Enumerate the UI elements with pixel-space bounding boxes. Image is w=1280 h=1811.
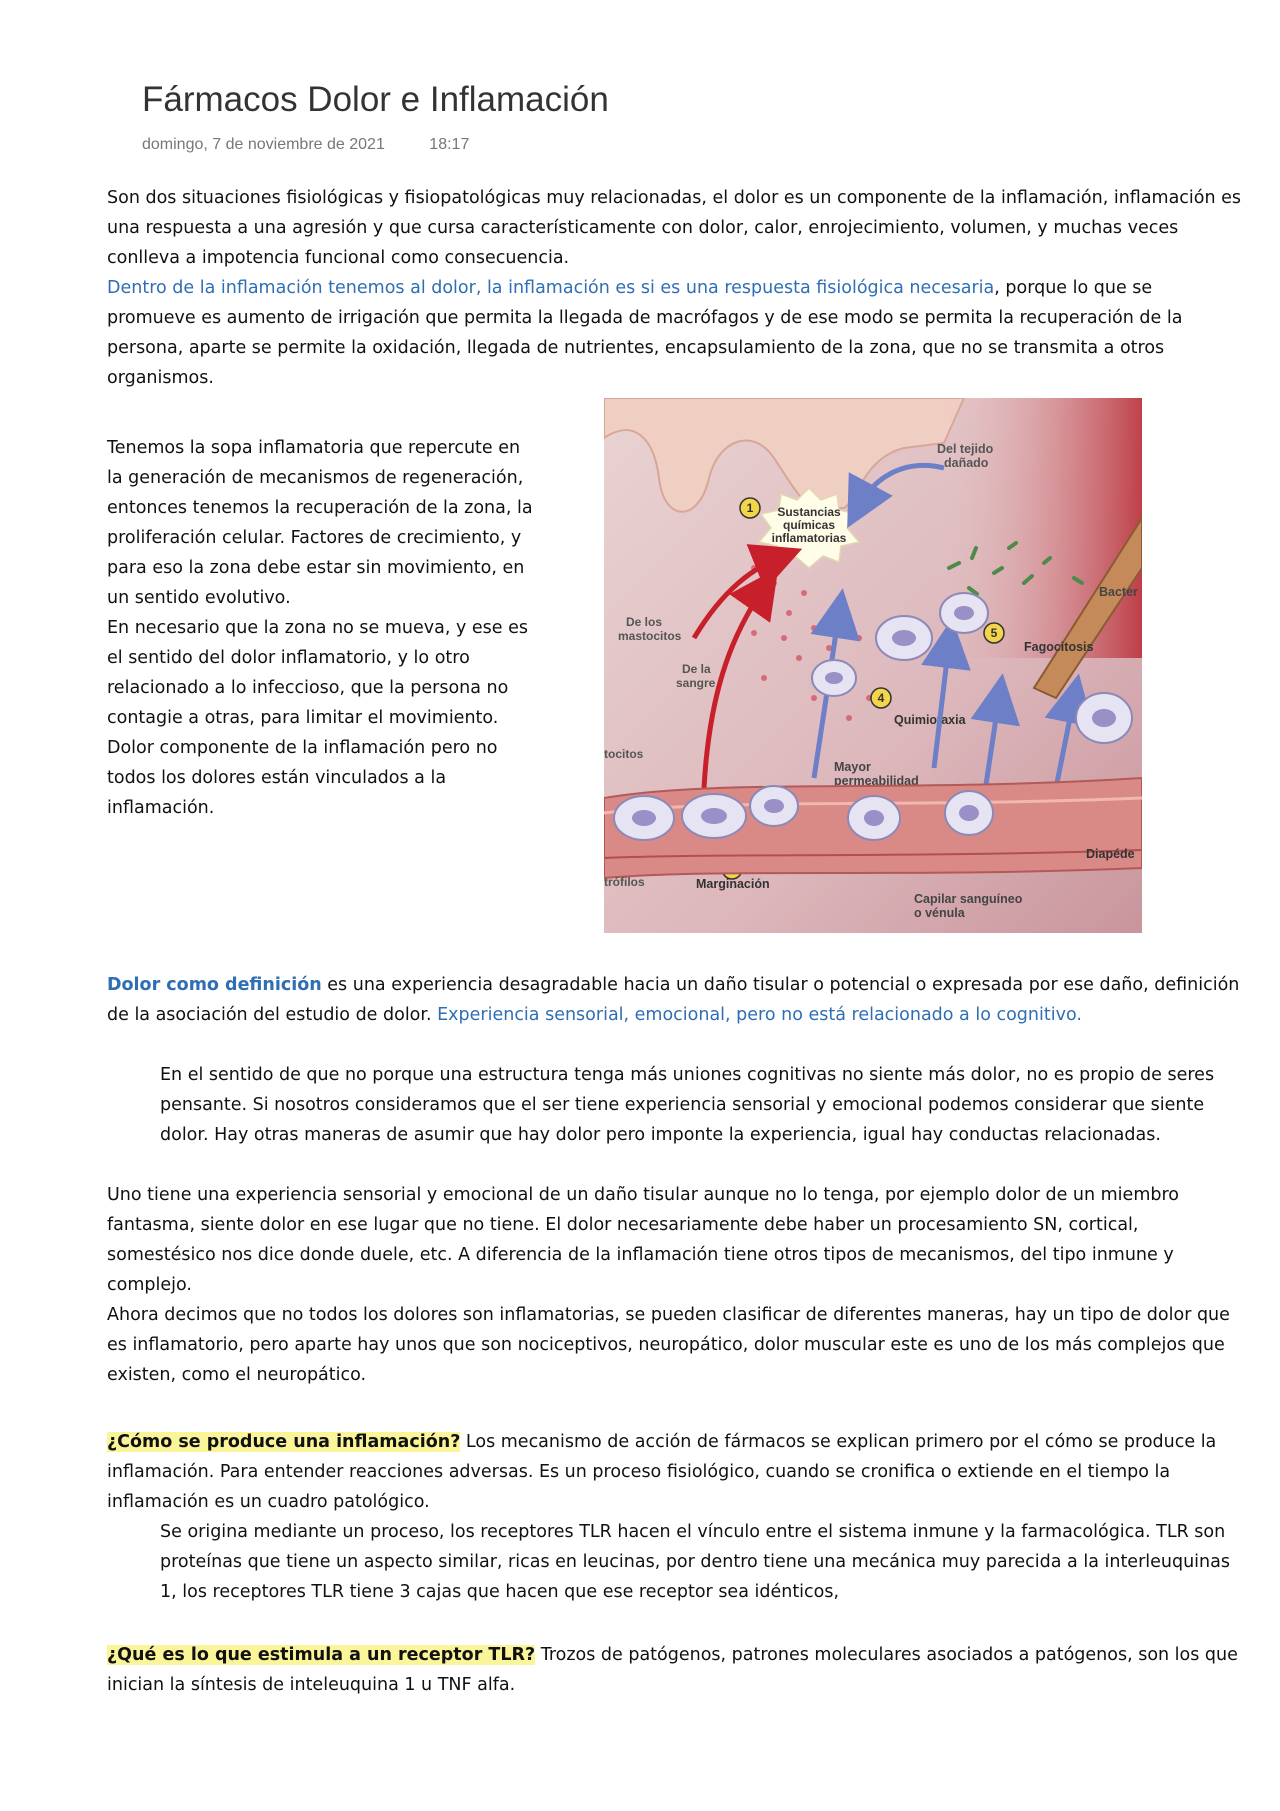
label-phagocytosis: Fagocitosis [1024, 640, 1094, 654]
label-capillary-1: Capilar sanguíneo [914, 892, 1023, 906]
label-substances-1: Sustancias [777, 505, 841, 519]
label-blood-1: De la [682, 662, 711, 676]
definition-paragraph [107, 970, 1242, 1030]
step-5-number: 5 [990, 626, 998, 640]
note-timestamp [142, 136, 469, 154]
label-permeability-1: Mayor [834, 760, 871, 774]
definition-paragraph-2 [107, 1180, 1242, 1390]
label-tissue-1: Del tejido [937, 442, 994, 456]
inflammation-text: Los mecanismo de acción de fármacos se explican primero por el cómo se produce la inflamación. Para entender reacciones adversas. Es un proceso fisiológico, cuando se cronifica o extiende en el tiempo la inflamación es un cuadro patológico. [107, 1432, 1217, 1512]
label-margination: Marginación [696, 877, 770, 891]
label-tissue-2: dañado [944, 456, 989, 470]
tlr-question: ¿Qué es lo que estimula a un receptor TLR? [107, 1645, 536, 1665]
step-4-number: 4 [877, 691, 885, 705]
step-1-number: 1 [746, 501, 754, 515]
definition-text: es una experiencia desagradable hacia un daño tisular o potencial o expresada por ese daño, definición de la asociación del estudio de dolor. [107, 975, 1240, 1025]
label-substances-3: inflamatorias [771, 531, 847, 545]
label-substances-2: químicas [782, 518, 836, 532]
side-text-3: Dolor componente de la inflamación pero no todos los dolores están vinculados a la inflamación. [107, 738, 498, 818]
label-mastocitos-1: De los [626, 615, 663, 629]
intro-text-rest: , porque lo que se promueve es aumento de irrigación que permita la llegada de macrófagos y de ese modo se permita la recuperación de la persona, aparte se permite la oxidación, llegada de nutrientes, encapsulamiento de la zona, que no se transmita a otros organismos. [107, 278, 1183, 388]
label-blood-2: sangre [676, 676, 716, 690]
label-capillary-2: o vénula [914, 906, 965, 920]
definition-text-2: Uno tiene una experiencia sensorial y emocional de un daño tisular aunque no lo tenga, por ejemplo dolor de un miembro fantasma, siente dolor en ese lugar que no tiene. El dolor necesariamente debe haber un procesamiento SN, cortical, somestésico nos dice donde duele, etc. A diferencia de la inflamación tiene otros tipos de mecanismos, del tipo inmune y complejo. [107, 1185, 1179, 1295]
definition-text-3: Ahora decimos que no todos los dolores son inflamatorias, se pueden clasificar de diferentes maneras, hay un tipo de dolor que es inflamatorio, pero aparte hay unos que son nociceptivos, neuropático, dolor muscular este es uno de los más complejos que existen, como el neuropático. [107, 1305, 1230, 1385]
intro-blue-text: Dentro de la inflamación tenemos al dolor, la inflamación es si es una respuesta fisiológica necesaria [107, 278, 995, 298]
side-text-1: Tenemos la sopa inflamatoria que repercute en la generación de mecanismos de regeneración, entonces tenemos la recuperación de la zona, la proliferación celular. Factores de crecimiento, y para eso la zona debe estar sin movimiento, en un sentido evolutivo. [107, 438, 533, 608]
inflammation-indent-paragraph: Se origina mediante un proceso, los receptores TLR hacen el vínculo entre el sistema inmune y la farmacológica. TLR son proteínas que tiene un aspecto similar, ricas en leucinas, por dentro tiene una mecánica muy parecida a la interleuquinas 1, los receptores TLR tiene 3 cajas que hacen que ese receptor sea idénticos, [160, 1522, 1230, 1602]
note-time: 18:17 [429, 136, 470, 153]
definition-indent-paragraph: En el sentido de que no porque una estructura tenga más uniones cognitivas no siente más dolor, no es propio de seres pensante. Si nosotros consideramos que el ser tiene experiencia sensorial y emocional podemos considerar que siente dolor. Hay otras maneras de asumir que hay dolor pero imponte la experiencia, igual hay conductas relacionadas. [160, 1065, 1215, 1145]
inflammation-paragraph [107, 1427, 1242, 1517]
label-bacteria: Bacter [1099, 585, 1138, 599]
side-text-2: En necesario que la zona no se mueva, y ese es el sentido del dolor inflamatorio, y lo otro relacionado a lo infeccioso, que la persona no contagie a otras, para limitar el movimiento. [107, 618, 529, 728]
intro-paragraph [107, 183, 1242, 393]
definition-blue-text: Experiencia sensorial, emocional, pero no está relacionado a lo cognitivo. [437, 1005, 1082, 1025]
intro-text: Son dos situaciones fisiológicas y fisiopatológicas muy relacionadas, el dolor es un componente de la inflamación, inflamación es una respuesta a una agresión y que cursa característicamente con dolor, calor, enrojecimiento, volumen, y muchas veces conlleva a impotencia funcional como consecuencia. [107, 188, 1242, 268]
side-paragraph [107, 433, 537, 823]
inflammation-question: ¿Cómo se produce una inflamación? [107, 1432, 461, 1452]
inflammation-diagram [604, 398, 1142, 933]
definition-term: Dolor como definición [107, 975, 322, 995]
label-chemotaxis: Quimiotaxia [894, 713, 966, 727]
label-permeability-2: permeabilidad [834, 774, 919, 788]
label-diapedesis: Diapéde [1086, 847, 1135, 861]
tlr-paragraph [107, 1640, 1242, 1700]
label-tocitos: tocitos [604, 747, 644, 761]
tlr-text: Trozos de patógenos, patrones moleculares asociados a patógenos, son los que inician la síntesis de inteleuquina 1 u TNF alfa. [107, 1645, 1238, 1695]
label-mastocitos-2: mastocitos [618, 629, 682, 643]
page-title: Fármacos Dolor e Inflamación [142, 80, 609, 119]
note-date: domingo, 7 de noviembre de 2021 [142, 136, 385, 153]
label-trofilos: trófilos [604, 875, 645, 889]
